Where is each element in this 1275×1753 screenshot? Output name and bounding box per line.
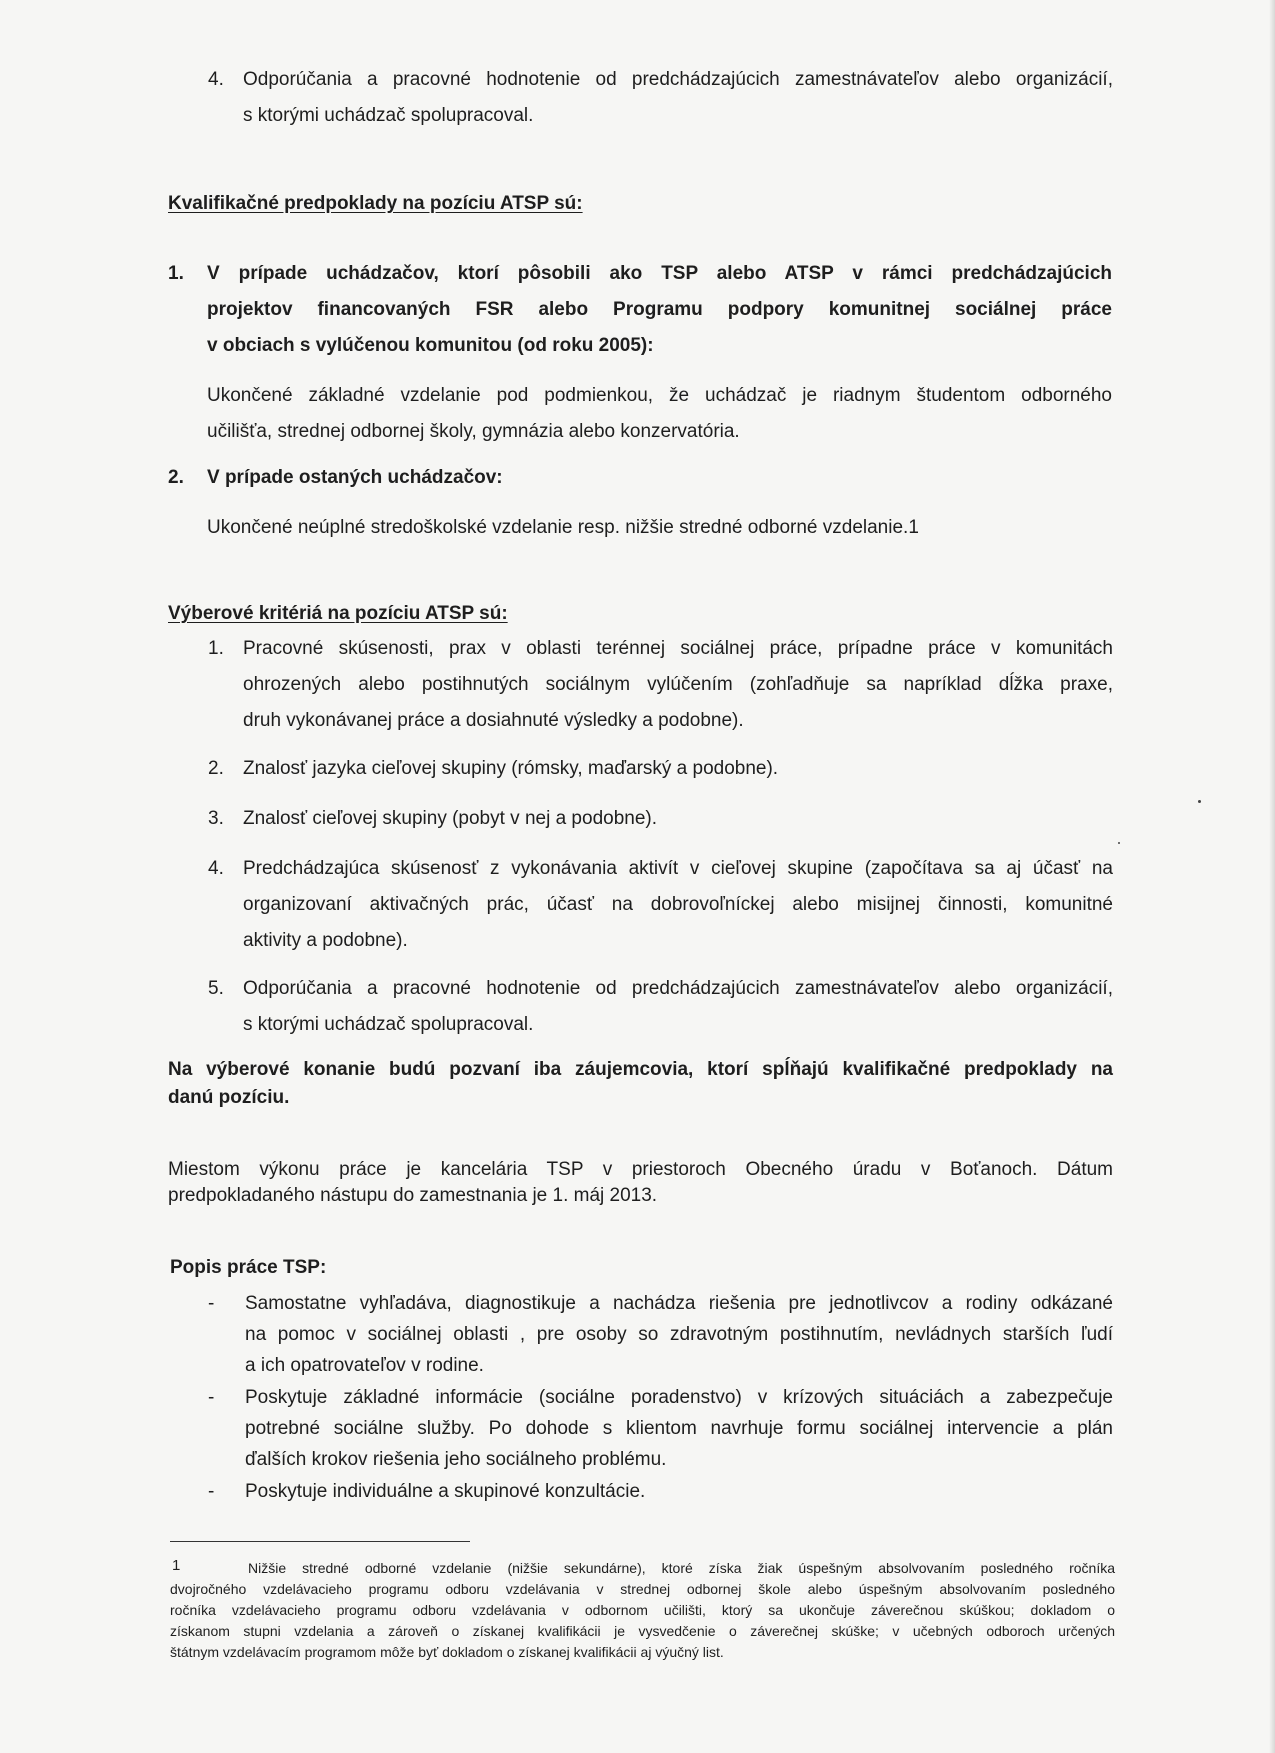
criteria-title-line: v obciach s vylúčenou komunitou (od roku 2005): bbox=[207, 335, 654, 356]
list-number: 2. bbox=[168, 467, 184, 488]
notice-line: danú pozíciu. bbox=[168, 1087, 290, 1108]
workplace-line: predpokladaného nástupu do zamestnania je 1. máj 2013. bbox=[168, 1185, 658, 1206]
list-item-line: Znalosť jazyka cieľovej skupiny (rómsky, maďarský a podobne). bbox=[243, 758, 779, 779]
notice-line: Na výberové konanie budú pozvaní iba záujemcovia, ktorí spĺňajú kvalifikačné predpoklady na bbox=[168, 1059, 1113, 1080]
footnote-separator bbox=[170, 1541, 470, 1542]
footnote-line: ročníka vzdelávacieho programu odboru vzdelávania v odbornom učilišti, ktorý sa ukončuje záverečnou skúškou; dokladom o bbox=[170, 1602, 1115, 1618]
list-item-line: ohrozených alebo postihnutých sociálnym vylúčením (zohľadňuje sa napríklad dĺžka praxe, bbox=[243, 674, 1113, 695]
list-item-line: Znalosť cieľovej skupiny (pobyt v nej a podobne). bbox=[243, 808, 658, 829]
scan-speck bbox=[1118, 842, 1120, 844]
list-item-line: s ktorými uchádzač spolupracoval. bbox=[243, 105, 534, 126]
list-number: 1. bbox=[208, 638, 224, 659]
bullet-item-line: Samostatne vyhľadáva, diagnostikuje a nachádza riešenia pre jednotlivcov a rodiny odkázané bbox=[245, 1293, 1113, 1314]
bullet-item-line: Poskytuje základné informácie (sociálne poradenstvo) v krízových situáciách a zabezpečuje bbox=[245, 1387, 1113, 1408]
list-item-line: organizovaní aktivačných prác, účasť na dobrovoľníckej alebo misijnej činnosti, komunitné bbox=[243, 894, 1113, 915]
footnote-reference[interactable]: 1 bbox=[908, 517, 919, 538]
criteria-text-line: učilišťa, strednej odbornej školy, gymnázia alebo konzervatória. bbox=[207, 421, 740, 442]
bullet-item-line: a ich opatrovateľov v rodine. bbox=[245, 1355, 484, 1376]
list-item-line: Pracovné skúsenosti, prax v oblasti terénnej sociálnej práce, prípadne práce v komunitách bbox=[243, 638, 1113, 659]
list-number: 4. bbox=[208, 69, 224, 90]
footnote-line: štátnym vzdelávacím programom môže byť dokladom o získanej kvalifikácii aj výučný list. bbox=[170, 1644, 724, 1660]
list-item-line: Odporúčania a pracovné hodnotenie od predchádzajúcich zamestnávateľov alebo organizácií, bbox=[243, 978, 1113, 999]
bullet-dash: - bbox=[208, 1387, 215, 1408]
list-item-line: aktivity a podobne). bbox=[243, 930, 408, 951]
list-number: 2. bbox=[208, 758, 224, 779]
criteria-text-content: Ukončené neúplné stredoškolské vzdelanie resp. nižšie stredné odborné vzdelanie. bbox=[207, 517, 909, 538]
section-heading-kvalifikacne: Kvalifikačné predpoklady na pozíciu ATSP sú: bbox=[168, 193, 583, 214]
bullet-item-line: Poskytuje individuálne a skupinové konzultácie. bbox=[245, 1481, 646, 1502]
criteria-title: V prípade ostaných uchádzačov: bbox=[207, 467, 503, 488]
list-number: 1. bbox=[168, 263, 184, 284]
list-number: 5. bbox=[208, 978, 224, 999]
bullet-dash: - bbox=[208, 1293, 215, 1314]
list-item-line: Odporúčania a pracovné hodnotenie od predchádzajúcich zamestnávateľov alebo organizácií, bbox=[243, 69, 1113, 90]
list-item-line: Predchádzajúca skúsenosť z vykonávania aktivít v cieľovej skupine (započítava sa aj účasť na bbox=[243, 858, 1113, 879]
page-edge-shadow bbox=[1269, 0, 1275, 1753]
section-heading-vyberove: Výberové kritériá na pozíciu ATSP sú: bbox=[168, 603, 508, 624]
section-heading-popis: Popis práce TSP: bbox=[170, 1257, 327, 1278]
scan-speck bbox=[1198, 800, 1201, 803]
footnote-line: dvojročného vzdelávacieho programu odboru vzdelávania v strednej odbornej škole alebo úspešným absolvovaním posledného bbox=[170, 1581, 1115, 1597]
bullet-item-line: ďalších krokov riešenia jeho sociálneho problému. bbox=[245, 1449, 667, 1470]
bullet-item-line: na pomoc v sociálnej oblasti , pre osoby so zdravotným postihnutím, nevládnych starších ľudí bbox=[245, 1324, 1113, 1345]
footnote-number: 1 bbox=[172, 1557, 181, 1574]
criteria-text bbox=[207, 512, 919, 544]
footnote-line: získanom stupni vzdelania a zároveň o získanej kvalifikácii je vysvedčenie o záverečnej skúške; v učebných odboroch určených bbox=[170, 1623, 1115, 1639]
criteria-title-line: V prípade uchádzačov, ktorí pôsobili ako TSP alebo ATSP v rámci predchádzajúcich bbox=[207, 263, 1112, 284]
footnote-line: Nižšie stredné odborné vzdelanie (nižšie sekundárne), ktoré získa žiak úspešným absolvovaním posledného ročníka bbox=[248, 1560, 1115, 1576]
list-number: 3. bbox=[208, 808, 224, 829]
list-item-line: druh vykonávanej práce a dosiahnuté výsledky a podobne). bbox=[243, 710, 744, 731]
bullet-dash: - bbox=[208, 1481, 215, 1502]
workplace-line: Miestom výkonu práce je kancelária TSP v priestoroch Obecného úradu v Boťanoch. Dátum bbox=[168, 1159, 1113, 1180]
criteria-title-line: projektov financovaných FSR alebo Programu podpory komunitnej sociálnej práce bbox=[207, 299, 1112, 320]
list-number: 4. bbox=[208, 858, 224, 879]
bullet-item-line: potrebné sociálne služby. Po dohode s klientom navrhuje formu sociálnej intervencie a plán bbox=[245, 1418, 1113, 1439]
criteria-text-line: Ukončené základné vzdelanie pod podmienkou, že uchádzač je riadnym študentom odborného bbox=[207, 385, 1112, 406]
list-item-line: s ktorými uchádzač spolupracoval. bbox=[243, 1014, 534, 1035]
